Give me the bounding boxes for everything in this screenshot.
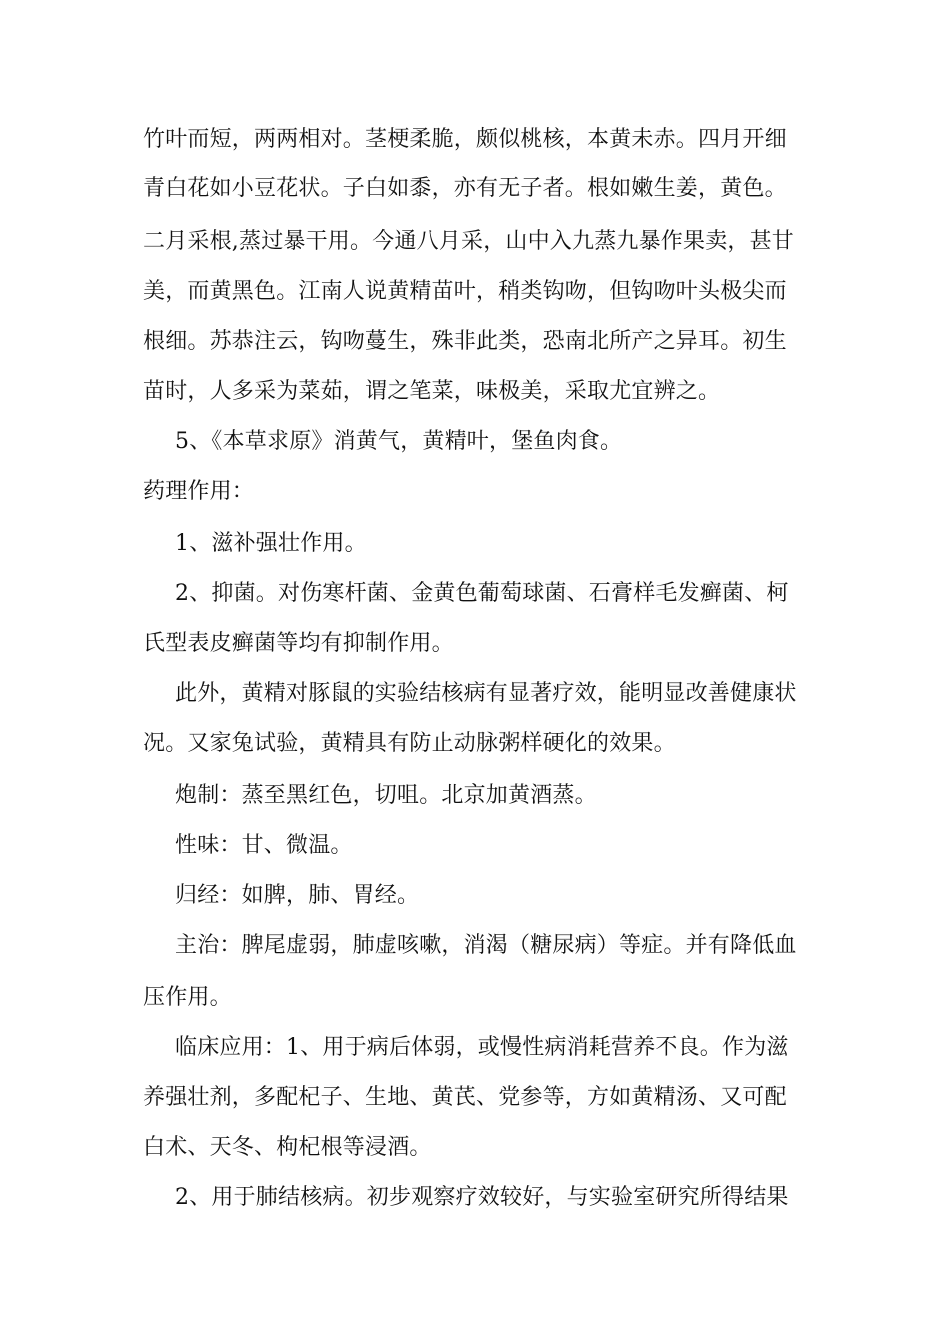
text-line: 2、抑菌。对伤寒杆菌、金黄色葡萄球菌、石膏样毛发癣菌、柯 (175, 581, 789, 606)
section-heading: 药理作用： (143, 479, 255, 504)
text-line: 炮制：蒸至黑红色，切咀。北京加黄酒蒸。 (175, 783, 597, 808)
text-line: 临床应用：1、用于病后体弱，或慢性病消耗营养不良。作为滋 (175, 1035, 789, 1060)
text-line: 性味：甘、微温。 (175, 833, 353, 858)
text-line: 苗时，人多采为菜茹，谓之笔菜，味极美，采取尤宜辨之。 (143, 379, 721, 404)
text-line: 氏型表皮癣菌等均有抑制作用。 (143, 631, 454, 656)
text-line: 养强壮剂，多配杞子、生地、黄芪、党参等，方如黄精汤、又可配 (143, 1085, 787, 1110)
text-line: 此外，黄精对豚鼠的实验结核病有显著疗效，能明显改善健康状 (175, 681, 797, 706)
text-line: 二月采根,蒸过暴干用。今通八月采，山中入九蒸九暴作果卖，甚甘 (143, 229, 794, 254)
text-line: 竹叶而短，两两相对。茎梗柔脆，颇似桃核，本黄未赤。四月开细 (143, 127, 787, 152)
text-line: 1、滋补强壮作用。 (175, 531, 367, 556)
text-line: 白术、天冬、枸杞根等浸酒。 (143, 1135, 432, 1160)
text-line: 主治：脾尾虚弱，肺虚咳嗽，消渴（糖尿病）等症。并有降低血 (175, 933, 797, 958)
text-line: 况。又家兔试验，黄精具有防止动脉粥样硬化的效果。 (143, 731, 676, 756)
text-line: 归经：如脾，肺、胃经。 (175, 883, 420, 908)
text-line: 青白花如小豆花状。子白如黍，亦有无子者。根如嫩生姜，黄色。 (143, 176, 787, 201)
text-line: 5、《本草求原》消黄气，黄精叶，堡鱼肉食。 (175, 429, 623, 454)
text-line: 2、用于肺结核病。初步观察疗效较好，与实验室研究所得结果 (175, 1185, 789, 1210)
text-line: 压作用。 (143, 985, 232, 1010)
text-line: 美，而黄黑色。江南人说黄精苗叶，稍类钩吻，但钩吻叶头极尖而 (143, 279, 787, 304)
text-line: 根细。苏恭注云，钩吻蔓生，殊非此类，恐南北所产之异耳。初生 (143, 329, 787, 354)
